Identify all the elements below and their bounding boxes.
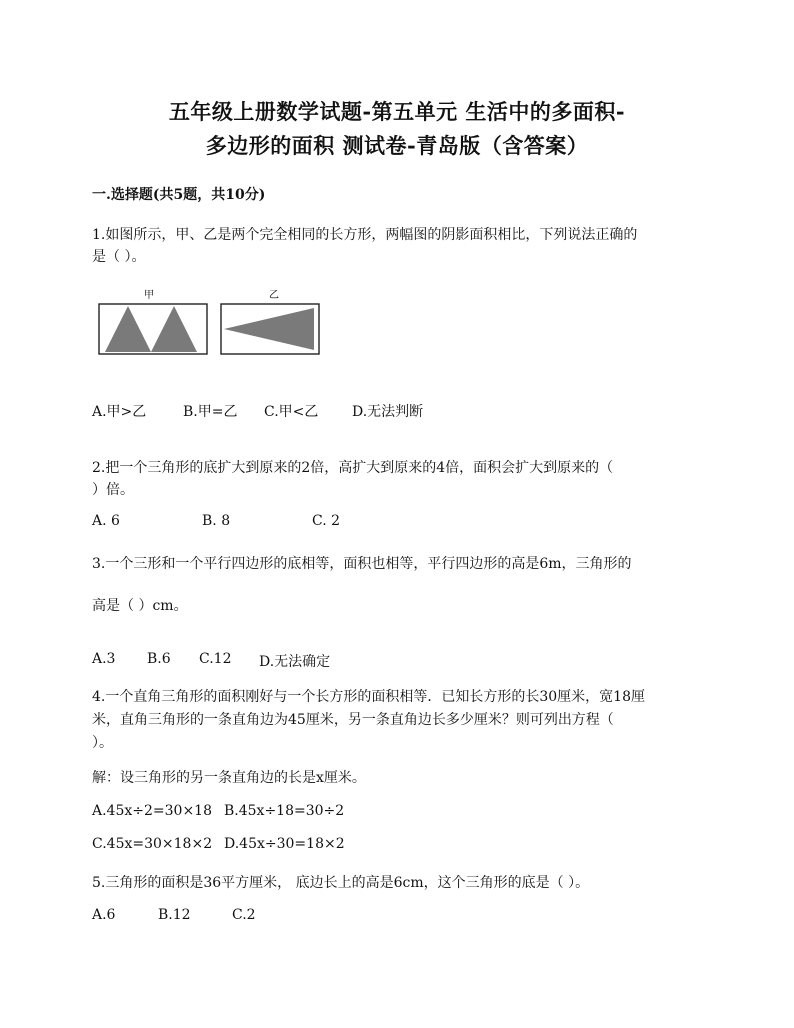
figure-label-yi: 乙 bbox=[269, 290, 279, 301]
q4-option-d[interactable]: D.45x÷30=18×2 bbox=[224, 836, 345, 852]
q4-option-a[interactable]: A.45x÷2=30×18 bbox=[92, 803, 212, 819]
q2-option-c[interactable]: C. 2 bbox=[312, 513, 341, 529]
q4-option-b[interactable]: B.45x÷18=30÷2 bbox=[224, 803, 345, 819]
q1-option-d[interactable]: D.无法判断 bbox=[352, 404, 424, 420]
q2-option-a[interactable]: A. 6 bbox=[92, 513, 120, 529]
q3-option-a[interactable]: A.3 bbox=[92, 651, 116, 667]
q5-option-a[interactable]: A.6 bbox=[92, 907, 116, 923]
q2-text-line-2: ）倍。 bbox=[92, 482, 134, 498]
q5-option-c[interactable]: C.2 bbox=[232, 907, 256, 923]
q4-text-line-1: 4.一个直角三角形的面积刚好与一个长方形的面积相等．已知长方形的长30厘米，宽18厘 bbox=[92, 689, 645, 705]
q4-text-line-3: ）。 bbox=[92, 735, 113, 751]
q2-option-b[interactable]: B. 8 bbox=[202, 513, 231, 529]
q5-text-line-1: 5.三角形的面积是36平方厘米， 底边长上的高是6cm，这个三角形的底是（ ）。 bbox=[92, 875, 590, 891]
q4-solution-text: 解：设三角形的另一条直角边的长是x厘米。 bbox=[92, 770, 366, 786]
q3-text-line-1: 3.一个三形和一个平行四边形的底相等，面积也相等，平行四边形的高是6m，三角形的 bbox=[92, 556, 632, 572]
shaded-triangle-yi bbox=[224, 308, 314, 350]
q3-option-c[interactable]: C.12 bbox=[199, 651, 232, 667]
q1-figure bbox=[96, 286, 322, 358]
q3-text-line-2: 高是（ ）cm。 bbox=[92, 598, 188, 614]
shaded-triangle-jia-1 bbox=[105, 306, 151, 352]
q3-option-d[interactable]: D.无法确定 bbox=[259, 654, 331, 670]
title-line-1: 五年级上册数学试题-第五单元 生活中的多面积- bbox=[168, 99, 626, 124]
q1-option-c[interactable]: C.甲<乙 bbox=[264, 404, 319, 420]
q1-text-line-2: 是（ ）。 bbox=[92, 249, 146, 265]
q2-text-line-1: 2.把一个三角形的底扩大到原来的2倍，高扩大到原来的4倍，面积会扩大到原来的（ bbox=[92, 460, 614, 476]
figure-label-jia: 甲 bbox=[144, 290, 154, 301]
shaded-triangle-jia-2 bbox=[151, 306, 197, 352]
q1-option-b[interactable]: B.甲=乙 bbox=[183, 404, 238, 420]
q4-text-line-2: 米，直角三角形的一条直角边为45厘米，另一条直角边长多少厘米？则可列出方程（ bbox=[92, 712, 614, 728]
title-line-2: 多边形的面积 测试卷-青岛版（含答案） bbox=[205, 133, 589, 158]
q5-option-b[interactable]: B.12 bbox=[158, 907, 191, 923]
section-heading: 一.选择题(共5题，共10分) bbox=[92, 187, 266, 203]
q3-option-b[interactable]: B.6 bbox=[147, 651, 171, 667]
q1-text-line-1: 1.如图所示，甲、乙是两个完全相同的长方形，两幅图的阴影面积相比，下列说法正确的 bbox=[92, 227, 638, 243]
q4-option-c[interactable]: C.45x=30×18×2 bbox=[92, 836, 213, 852]
q1-option-a[interactable]: A.甲>乙 bbox=[92, 404, 147, 420]
